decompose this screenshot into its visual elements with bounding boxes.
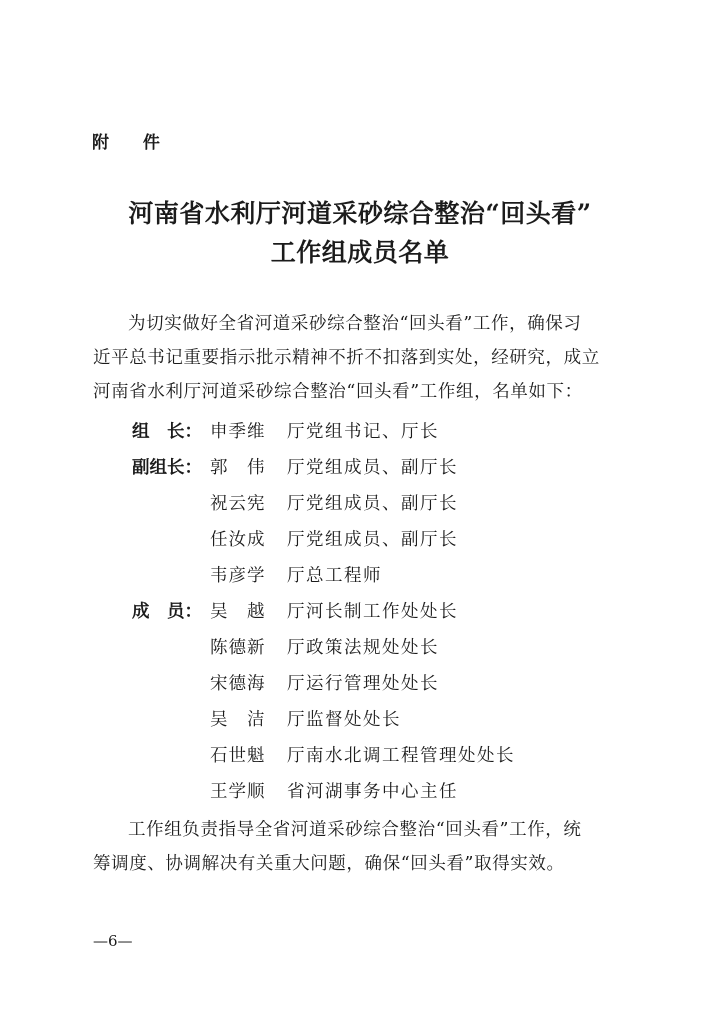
member-name: 陈德新 — [210, 638, 266, 658]
member-title: 厅运行管理处处长 — [287, 674, 439, 694]
closing-line: 筹调度、协调解决有关重大问题，确保“回头看”取得实效。 — [93, 854, 565, 874]
member-name: 申季维 — [210, 422, 266, 442]
member-name: 宋德海 — [210, 674, 266, 694]
closing-line: 工作组负责指导全省河道采砂综合整治“回头看”工作，统 — [128, 820, 582, 840]
document-title-line-2: 工作组成员名单 — [270, 238, 450, 267]
intro-line: 河南省水利厅河道采砂综合整治“回头看”工作组，名单如下： — [93, 382, 583, 402]
member-title: 厅党组成员、副厅长 — [287, 494, 458, 514]
member-name: 祝云宪 — [210, 494, 266, 514]
intro-paragraph — [93, 307, 633, 409]
member-name: 王学顺 — [210, 782, 266, 802]
member-title: 厅政策法规处处长 — [287, 638, 439, 658]
attachment-label: 附 件 — [92, 133, 174, 153]
member-title: 厅党组书记、厅长 — [287, 422, 439, 442]
document-title-line-1: 河南省水利厅河道采砂综合整治“回头看” — [128, 199, 592, 228]
roster-role: 组 长： — [132, 422, 202, 442]
member-title: 厅党组成员、副厅长 — [287, 530, 458, 550]
member-name: 郭 伟 — [210, 458, 266, 478]
member-name: 吴 洁 — [210, 710, 266, 730]
member-name: 吴 越 — [210, 602, 266, 622]
page-number: —6— — [93, 932, 133, 950]
closing-paragraph — [93, 813, 633, 881]
member-title: 省河湖事务中心主任 — [287, 782, 458, 802]
intro-line: 为切实做好全省河道采砂综合整治“回头看”工作，确保习 — [128, 314, 582, 334]
member-title: 厅党组成员、副厅长 — [287, 458, 458, 478]
member-title: 厅监督处处长 — [287, 710, 401, 730]
member-title: 厅河长制工作处处长 — [287, 602, 458, 622]
roster-role: 副组长： — [132, 458, 202, 478]
roster-role: 成 员： — [132, 602, 202, 622]
member-title: 厅南水北调工程管理处处长 — [287, 746, 515, 766]
member-name: 石世魁 — [210, 746, 266, 766]
member-name: 任汝成 — [210, 530, 266, 550]
member-title: 厅总工程师 — [287, 566, 382, 586]
intro-line: 近平总书记重要指示批示精神不折不扣落到实处，经研究，成立 — [93, 348, 600, 368]
member-name: 韦彦学 — [210, 566, 266, 586]
